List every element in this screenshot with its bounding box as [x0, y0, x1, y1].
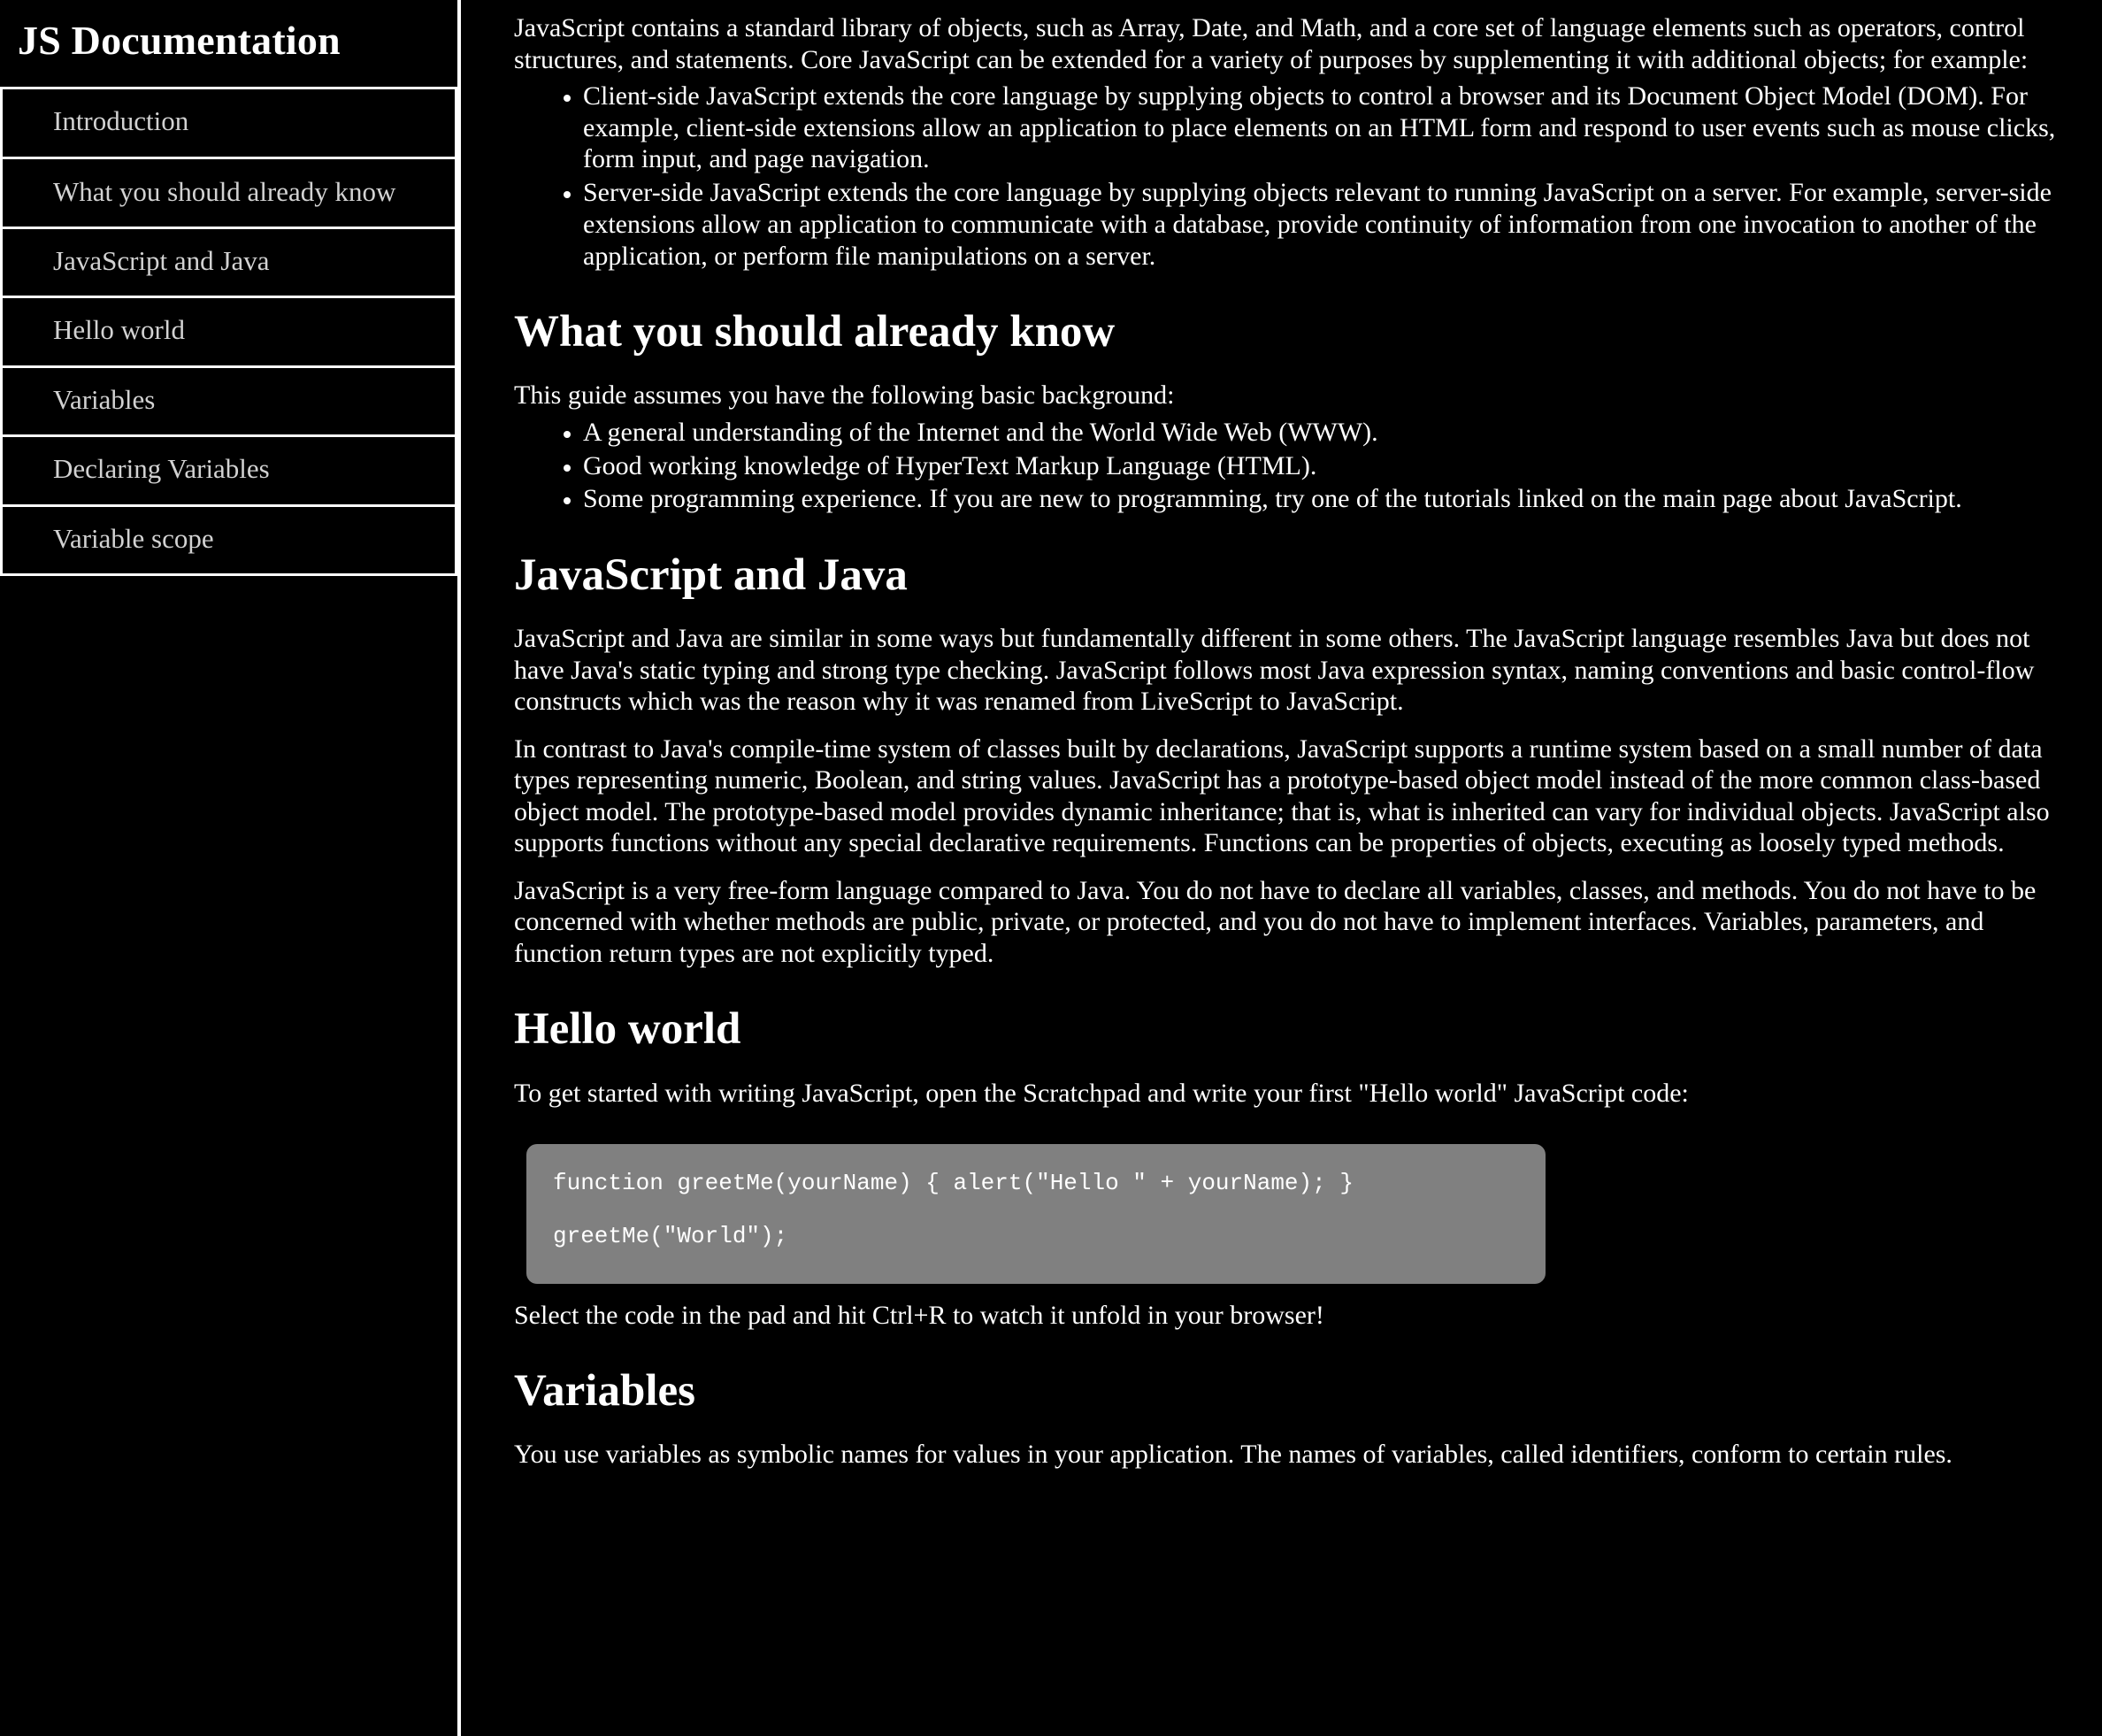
nav-list [0, 87, 457, 576]
sidebar-item-introduction[interactable]: Introduction [0, 89, 457, 158]
sidebar-item-javascript-and-java[interactable]: JavaScript and Java [0, 229, 457, 298]
code-block[interactable] [526, 1144, 1546, 1284]
js-and-java-paragraph-2: In contrast to Java's compile-time system of classes built by declarations, JavaScript supports a runtime system based on a small number of data types representing numeric, Boolean, and string values. JavaScript has a prototype-based object model instead of the more common class-based object model. The prototype-based model provides dynamic inheritance; that is, what is inherited can vary for individual objects. JavaScript also supports functions without any special declarative requirements. Functions can be properties of objects, executing as loosely typed methods. [514, 734, 2050, 858]
sidebar-title: JS Documentation [18, 18, 341, 63]
js-and-java-paragraph-1: JavaScript and Java are similar in some ways but fundamentally different in some others. The JavaScript language resembles Java but does not have Java's static typing and strong type checking. JavaScript follows most Java expression syntax, naming conventions and basic control-flow constructs which was the reason why it was renamed from LiveScript to JavaScript. [514, 624, 2035, 717]
hello-world-paragraph: To get started with writing JavaScript, open the Scratchpad and write your first "Hello world" JavaScript code: [514, 1078, 1689, 1108]
intro-bullet-list [514, 81, 2070, 272]
sidebar-item-variable-scope[interactable]: Variable scope [0, 507, 457, 576]
sidebar-item-variables[interactable]: Variables [0, 368, 457, 437]
list-item: • Some programming experience. If you are new to programming, try one of the tutorials linked on the main page about JavaScript. [583, 483, 2070, 515]
main-content [461, 0, 2102, 1736]
already-know-bullet-list [514, 417, 2070, 515]
section-heading-what-you-should-already-know: What you should already know [514, 307, 1116, 357]
list-item: • A general understanding of the Internet and the World Wide Web (WWW). [583, 417, 2070, 449]
sidebar-item-hello-world[interactable]: Hello world [0, 298, 457, 367]
list-item: • Client-side JavaScript extends the core language by supplying objects to control a browser and its Document Object Model (DOM). For example, client-side extensions allow an application to place elements on an HTML form and respond to user events such as mouse clicks, form input, and page navigation. [583, 81, 2070, 175]
section-heading-variables: Variables [514, 1366, 695, 1417]
sidebar-item-declaring-variables[interactable]: Declaring Variables [0, 437, 457, 506]
list-item: • Good working knowledge of HyperText Markup Language (HTML). [583, 450, 2070, 482]
code-line: greetMe("World"); [553, 1222, 788, 1249]
already-know-paragraph: This guide assumes you have the following basic background: [514, 380, 1175, 411]
intro-paragraph: JavaScript contains a standard library of objects, such as Array, Date, and Math, and a core set of language elements such as operators, control structures, and statements. Core JavaScript can be extended for a variety of purposes by supplementing it with additional objects; for example: [514, 13, 2029, 74]
hello-world-paragraph-after: Select the code in the pad and hit Ctrl+R to watch it unfold in your browser! [514, 1300, 1324, 1330]
sidebar-item-what-you-should-already-know[interactable]: What you should already know [0, 159, 457, 229]
variables-paragraph: You use variables as symbolic names for values in your application. The names of variables, called identifiers, conform to certain rules. [514, 1440, 1952, 1470]
section-heading-hello-world: Hello world [514, 1004, 741, 1055]
sidebar-navigation [0, 0, 461, 1736]
js-and-java-paragraph-3: JavaScript is a very free-form language compared to Java. You do not have to declare all variables, classes, and methods. You do not have to be concerned with whether methods are public, private, or protected, and you do not have to implement interfaces. Variables, parameters, and function return types are not explicitly typed. [514, 875, 2037, 968]
code-line: function greetMe(yourName) { alert("Hello " + yourName); } [553, 1170, 1354, 1197]
list-item: • Server-side JavaScript extends the core language by supplying objects relevant to running JavaScript on a server. For example, server-side extensions allow an application to communicate with a database, provide continuity of information from one invocation to another of the application, or perform file manipulations on a server. [583, 177, 2070, 272]
section-heading-javascript-and-java: JavaScript and Java [514, 549, 908, 600]
